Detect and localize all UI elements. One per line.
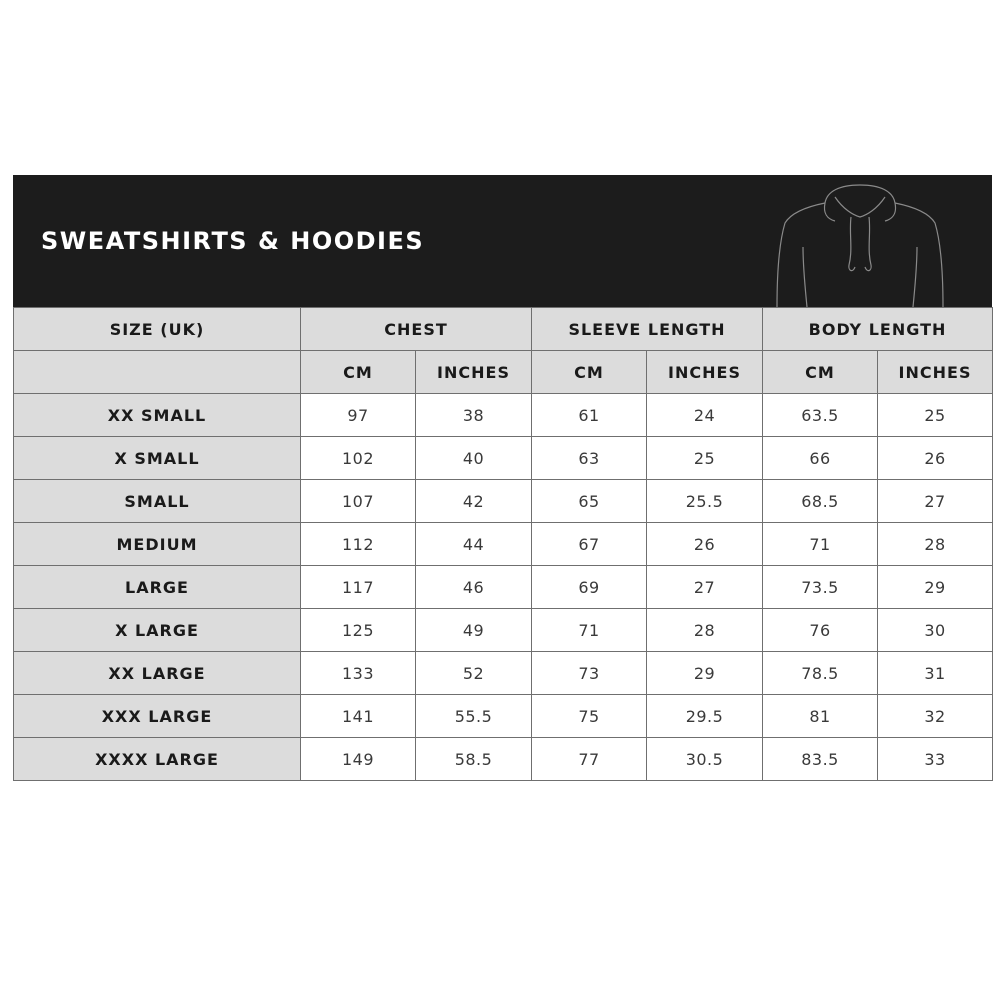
measurement-cell: 24 xyxy=(647,394,763,437)
size-label: X SMALL xyxy=(14,437,301,480)
table-row xyxy=(14,394,993,437)
measurement-cell: 61 xyxy=(532,394,647,437)
measurement-cell: 25 xyxy=(647,437,763,480)
unit-header: CM xyxy=(532,351,647,394)
size-label: X LARGE xyxy=(14,609,301,652)
measurement-cell: 32 xyxy=(878,695,993,738)
measurement-cell: 117 xyxy=(301,566,416,609)
size-table xyxy=(13,307,993,781)
measurement-cell: 97 xyxy=(301,394,416,437)
measurement-cell: 66 xyxy=(763,437,878,480)
measurement-cell: 25.5 xyxy=(647,480,763,523)
measurement-cell: 29 xyxy=(647,652,763,695)
measurement-cell: 29.5 xyxy=(647,695,763,738)
measurement-cell: 58.5 xyxy=(416,738,532,781)
measurement-cell: 42 xyxy=(416,480,532,523)
measurement-cell: 33 xyxy=(878,738,993,781)
measurement-cell: 65 xyxy=(532,480,647,523)
measurement-cell: 27 xyxy=(878,480,993,523)
size-label: SMALL xyxy=(14,480,301,523)
measurement-cell: 71 xyxy=(763,523,878,566)
size-label: XXX LARGE xyxy=(14,695,301,738)
table-row xyxy=(14,609,993,652)
measurement-cell: 44 xyxy=(416,523,532,566)
measurement-cell: 133 xyxy=(301,652,416,695)
size-label: XX SMALL xyxy=(14,394,301,437)
measurement-cell: 107 xyxy=(301,480,416,523)
measurement-cell: 73.5 xyxy=(763,566,878,609)
size-label: XXXX LARGE xyxy=(14,738,301,781)
page-title: SWEATSHIRTS & HOODIES xyxy=(41,227,425,255)
measurement-cell: 38 xyxy=(416,394,532,437)
measurement-cell: 25 xyxy=(878,394,993,437)
measurement-cell: 69 xyxy=(532,566,647,609)
measurement-cell: 78.5 xyxy=(763,652,878,695)
size-label: XX LARGE xyxy=(14,652,301,695)
measurement-cell: 71 xyxy=(532,609,647,652)
measurement-cell: 125 xyxy=(301,609,416,652)
table-row xyxy=(14,480,993,523)
measurement-cell: 26 xyxy=(647,523,763,566)
measurement-cell: 55.5 xyxy=(416,695,532,738)
table-row xyxy=(14,437,993,480)
measurement-cell: 27 xyxy=(647,566,763,609)
unit-header: INCHES xyxy=(647,351,763,394)
measurement-cell: 67 xyxy=(532,523,647,566)
measurement-cell: 49 xyxy=(416,609,532,652)
chest-header: CHEST xyxy=(301,308,532,351)
size-column-header: SIZE (UK) xyxy=(14,308,301,351)
size-label: LARGE xyxy=(14,566,301,609)
measurement-cell: 102 xyxy=(301,437,416,480)
unit-header: CM xyxy=(763,351,878,394)
measurement-cell: 149 xyxy=(301,738,416,781)
measurement-cell: 63.5 xyxy=(763,394,878,437)
measurement-cell: 76 xyxy=(763,609,878,652)
table-row xyxy=(14,738,993,781)
measurement-cell: 31 xyxy=(878,652,993,695)
table-row xyxy=(14,652,993,695)
table-row xyxy=(14,695,993,738)
measurement-cell: 68.5 xyxy=(763,480,878,523)
unit-header-row xyxy=(14,351,993,394)
unit-header-empty xyxy=(14,351,301,394)
size-chart xyxy=(13,175,992,781)
measurement-cell: 29 xyxy=(878,566,993,609)
measurement-cell: 40 xyxy=(416,437,532,480)
measurement-cell: 30 xyxy=(878,609,993,652)
group-header-row xyxy=(14,308,993,351)
unit-header: INCHES xyxy=(878,351,993,394)
measurement-cell: 141 xyxy=(301,695,416,738)
measurement-cell: 46 xyxy=(416,566,532,609)
table-row xyxy=(14,566,993,609)
unit-header: INCHES xyxy=(416,351,532,394)
size-label: MEDIUM xyxy=(14,523,301,566)
measurement-cell: 52 xyxy=(416,652,532,695)
hoodie-outline-icon xyxy=(765,183,955,307)
measurement-cell: 26 xyxy=(878,437,993,480)
unit-header: CM xyxy=(301,351,416,394)
measurement-cell: 30.5 xyxy=(647,738,763,781)
title-banner xyxy=(13,175,992,307)
measurement-cell: 28 xyxy=(647,609,763,652)
body-length-header: BODY LENGTH xyxy=(763,308,993,351)
measurement-cell: 112 xyxy=(301,523,416,566)
measurement-cell: 77 xyxy=(532,738,647,781)
measurement-cell: 81 xyxy=(763,695,878,738)
sleeve-length-header: SLEEVE LENGTH xyxy=(532,308,763,351)
measurement-cell: 63 xyxy=(532,437,647,480)
measurement-cell: 75 xyxy=(532,695,647,738)
measurement-cell: 83.5 xyxy=(763,738,878,781)
measurement-cell: 73 xyxy=(532,652,647,695)
table-row xyxy=(14,523,993,566)
measurement-cell: 28 xyxy=(878,523,993,566)
